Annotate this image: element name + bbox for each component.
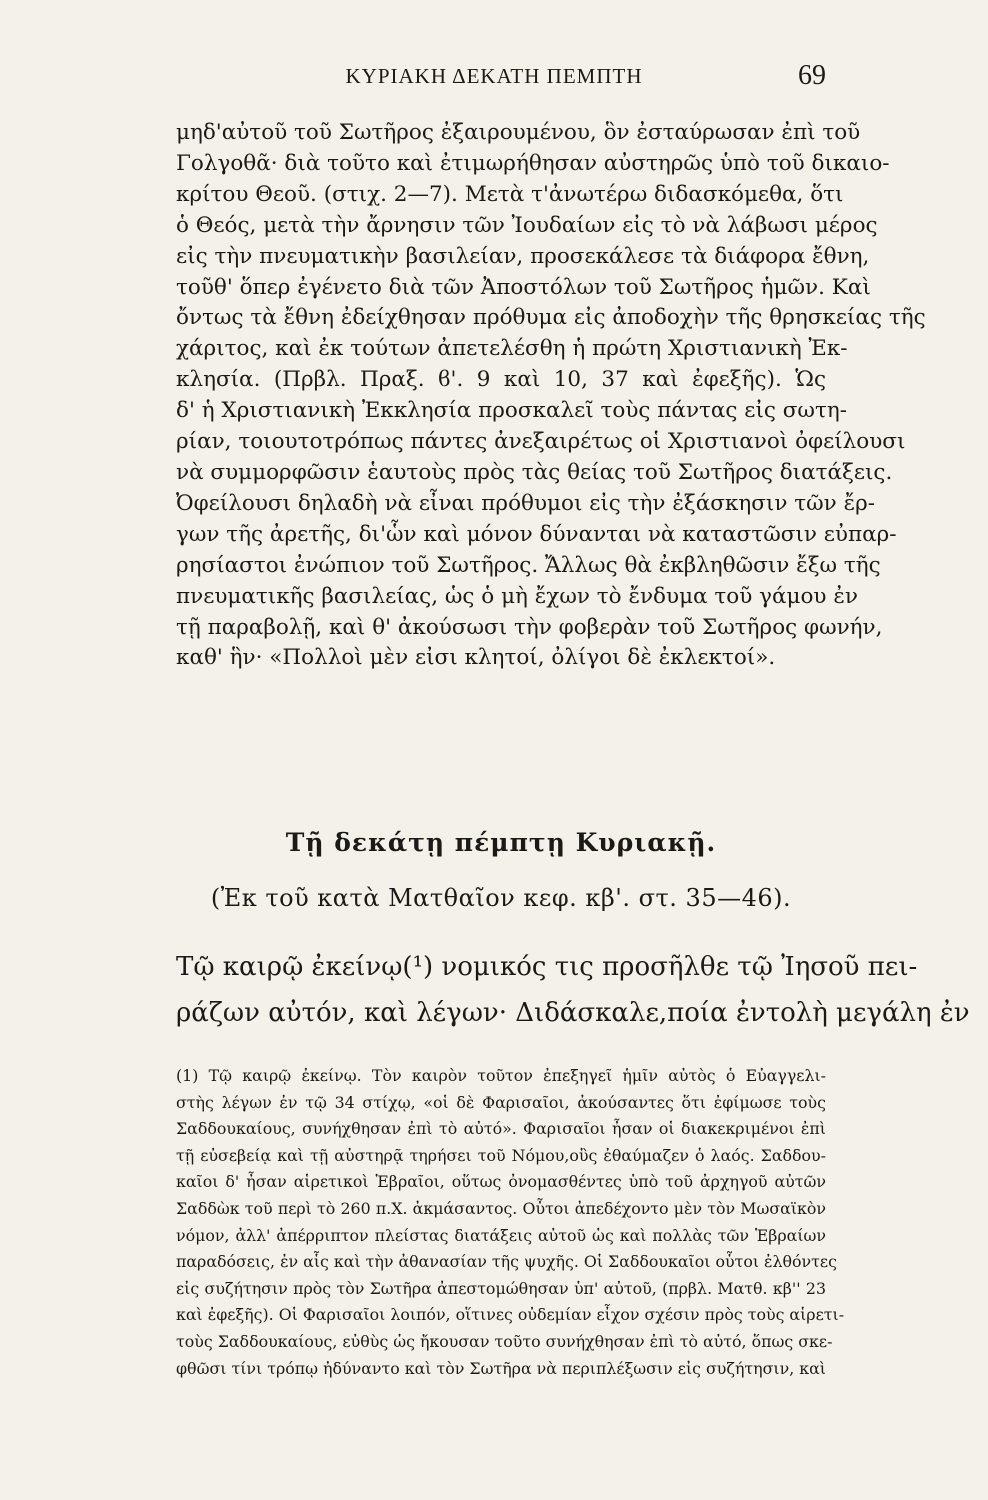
body-line: ὁ Θεός, μετὰ τὴν ἄρνησιν τῶν Ἰουδαίων εἰς τὸ νὰ λάβωσι μέρος	[176, 212, 878, 238]
body-line: εἰς τὴν πνευματικὴν βασιλείαν, προσεκάλεσε τὰ διάφορα ἔθνη,	[176, 243, 870, 269]
running-header	[0, 58, 988, 98]
footnote-line: Σαδδουκαίους, συνήχθησαν ἐπὶ τὸ αὐτό». Φαρισαῖοι ἦσαν οἱ διακεκριμένοι ἐπὶ	[176, 1119, 826, 1139]
body-line: κρίτου Θεοῦ. (στιχ. 2—7). Μετὰ τ'ἀνωτέρω διδασκόμεθα, ὅτι	[176, 181, 844, 207]
body-line: Γολγοθᾶ· διὰ τοῦτο καὶ ἐτιμωρήθησαν αὐστηρῶς ὑπὸ τοῦ δικαιο-	[176, 150, 890, 176]
body-line: τῇ παραβολῇ, καὶ θ' ἀκούσωσι τὴν φοβερὰν τοῦ Σωτῆρος φωνήν,	[176, 614, 883, 640]
footnote-line: νόμον, ἀλλ' ἀπέρριπτον πλείστας διατάξεις αὐτοῦ ὡς καὶ πολλὰς τῶν Ἑβραίων	[176, 1225, 826, 1245]
body-line: χάριτος, καὶ ἐκ τούτων ἀπετελέσθη ἡ πρώτη Χριστιανικὴ Ἐκ-	[176, 336, 848, 362]
body-line: καθ' ἣν· «Πολλοὶ μὲν εἰσι κλητοί, ὀλίγοι δὲ ἐκλεκτοί».	[176, 645, 776, 671]
footnote-line: Σαδδὼκ τοῦ περὶ τὸ 260 π.Χ. ἀκμάσαντος. Οὗτοι ἀπεδέχοντο μὲν τὸν Μωσαϊκὸν	[176, 1198, 826, 1218]
body-line: νὰ συμμορφῶσιν ἑαυτοὺς πρὸς τὰς θείας τοῦ Σωτῆρος διατάξεις.	[176, 459, 893, 485]
footnote-line: καὶ ἐφεξῆς). Οἱ Φαρισαῖοι λοιπόν, οἵτινες οὐδεμίαν εἶχον σχέσιν πρὸς τοὺς αἱρετι-	[176, 1305, 845, 1325]
section-subheading: (Ἐκ τοῦ κατὰ Ματθαῖον κεφ. κβ'. στ. 35—46).	[210, 884, 792, 912]
body-line: ρίαν, τοιουτοτρόπως πάντες ἀνεξαιρέτως οἱ Χριστιανοὶ ὀφείλουσι	[176, 429, 906, 455]
body-line: ὄντως τὰ ἔθνη ἐδείχθησαν πρόθυμα εἰς ἀποδοχὴν τῆς θρησκείας τῆς	[176, 305, 926, 331]
body-paragraph	[176, 118, 926, 674]
page-number: 69	[798, 60, 826, 91]
body-line: μηδ'αὐτοῦ τοῦ Σωτῆρος ἐξαιρουμένου, ὃν ἐσταύρωσαν ἐπὶ τοῦ	[176, 120, 861, 145]
section-heading: Τῇ δεκάτῃ πέμπτῃ Κυριακῇ.	[285, 828, 717, 857]
body-line: τοῦθ' ὅπερ ἐγένετο διὰ τῶν Ἀποστόλων τοῦ Σωτῆρος ἡμῶν. Καὶ	[176, 274, 871, 300]
footnote-line: τοὺς Σαδδουκαίους, εὐθὺς ὡς ἤκουσαν τοῦτο συνήχθησαν ἐπὶ τὸ αὐτό, ὅπως σκε-	[176, 1331, 833, 1351]
running-title: ΚΥΡΙΑΚΗ ΔΕΚΑΤΗ ΠΕΜΠΤΗ	[345, 64, 643, 88]
footnote-line: παραδόσεις, ἐν αἷς καὶ τὴν ἀθανασίαν τῆς ψυχῆς. Οἱ Σαδδουκαῖοι οὗτοι ἐλθόντες	[176, 1252, 837, 1272]
body-line: πνευματικῆς βασιλείας, ὡς ὁ μὴ ἔχων τὸ ἔνδυμα τοῦ γάμου ἐν	[176, 583, 858, 609]
body-line: ρησίαστοι ἐνώπιον τοῦ Σωτῆρος. Ἄλλως θὰ ἐκβληθῶσιν ἔξω τῆς	[176, 552, 881, 578]
footnote-line: (1) Τῷ καιρῷ ἐκείνῳ. Τὸν καιρὸν τοῦτον ἐπεξηγεῖ ἡμῖν αὐτὸς ὁ Εὐαγγελι-	[176, 1066, 826, 1085]
gospel-passage	[176, 944, 970, 1036]
body-line: κλησία. (Πρβλ. Πραξ. ϐ'. 9 καὶ 10, 37 καὶ ἐφεξῆς). Ὡς	[176, 367, 826, 393]
body-line: Ὀφείλουσι δηλαδὴ νὰ εἶναι πρόθυμοι εἰς τὴν ἐξάσκησιν τῶν ἔρ-	[176, 490, 876, 516]
footnote-line: καῖοι δ' ἦσαν αἱρετικοὶ Ἑβραῖοι, οὕτως ὀνομασθέντες ὑπὸ τοῦ ἀρχηγοῦ αὐτῶν	[176, 1172, 826, 1192]
gospel-line: Τῷ καιρῷ ἐκείνῳ(¹) νομικός τις προσῆλθε τῷ Ἰησοῦ πει-	[176, 952, 918, 982]
footnote-line: εἰς συζήτησιν πρὸς τὸν Σωτῆρα ἀπεστομώθησαν ὑπ' αὐτοῦ, (πρβλ. Ματθ. κβ'' 23	[176, 1278, 826, 1298]
gospel-line: ράζων αὐτόν, καὶ λέγων· Διδάσκαλε,ποία ἐντολὴ μεγάλη ἐν	[176, 998, 970, 1028]
footnote-line: τῇ εὐσεβείᾳ καὶ τῇ αὐστηρᾷ τηρήσει τοῦ Νόμου,οὓς ἐθαύμαζεν ὁ λαός. Σαδδου-	[176, 1145, 826, 1165]
footnote-block	[176, 1063, 845, 1382]
footnote-line: φθῶσι τίνι τρόπῳ ἠδύναντο καὶ τὸν Σωτῆρα νὰ περιπλέξωσιν εἰς συζήτησιν, καὶ	[176, 1358, 826, 1378]
body-line: γων τῆς ἀρετῆς, δι'ὧν καὶ μόνον δύνανται νὰ καταστῶσιν εὐπαρ-	[176, 521, 897, 547]
body-line: δ' ἡ Χριστιανικὴ Ἐκκλησία προσκαλεῖ τοὺς πάντας εἰς σωτη-	[176, 398, 847, 424]
footnote-line: στὴς λέγων ἐν τῷ 34 στίχῳ, «οἱ δὲ Φαρισαῖοι, ἀκούσαντες ὅτι ἐφίμωσε τοὺς	[176, 1092, 826, 1112]
